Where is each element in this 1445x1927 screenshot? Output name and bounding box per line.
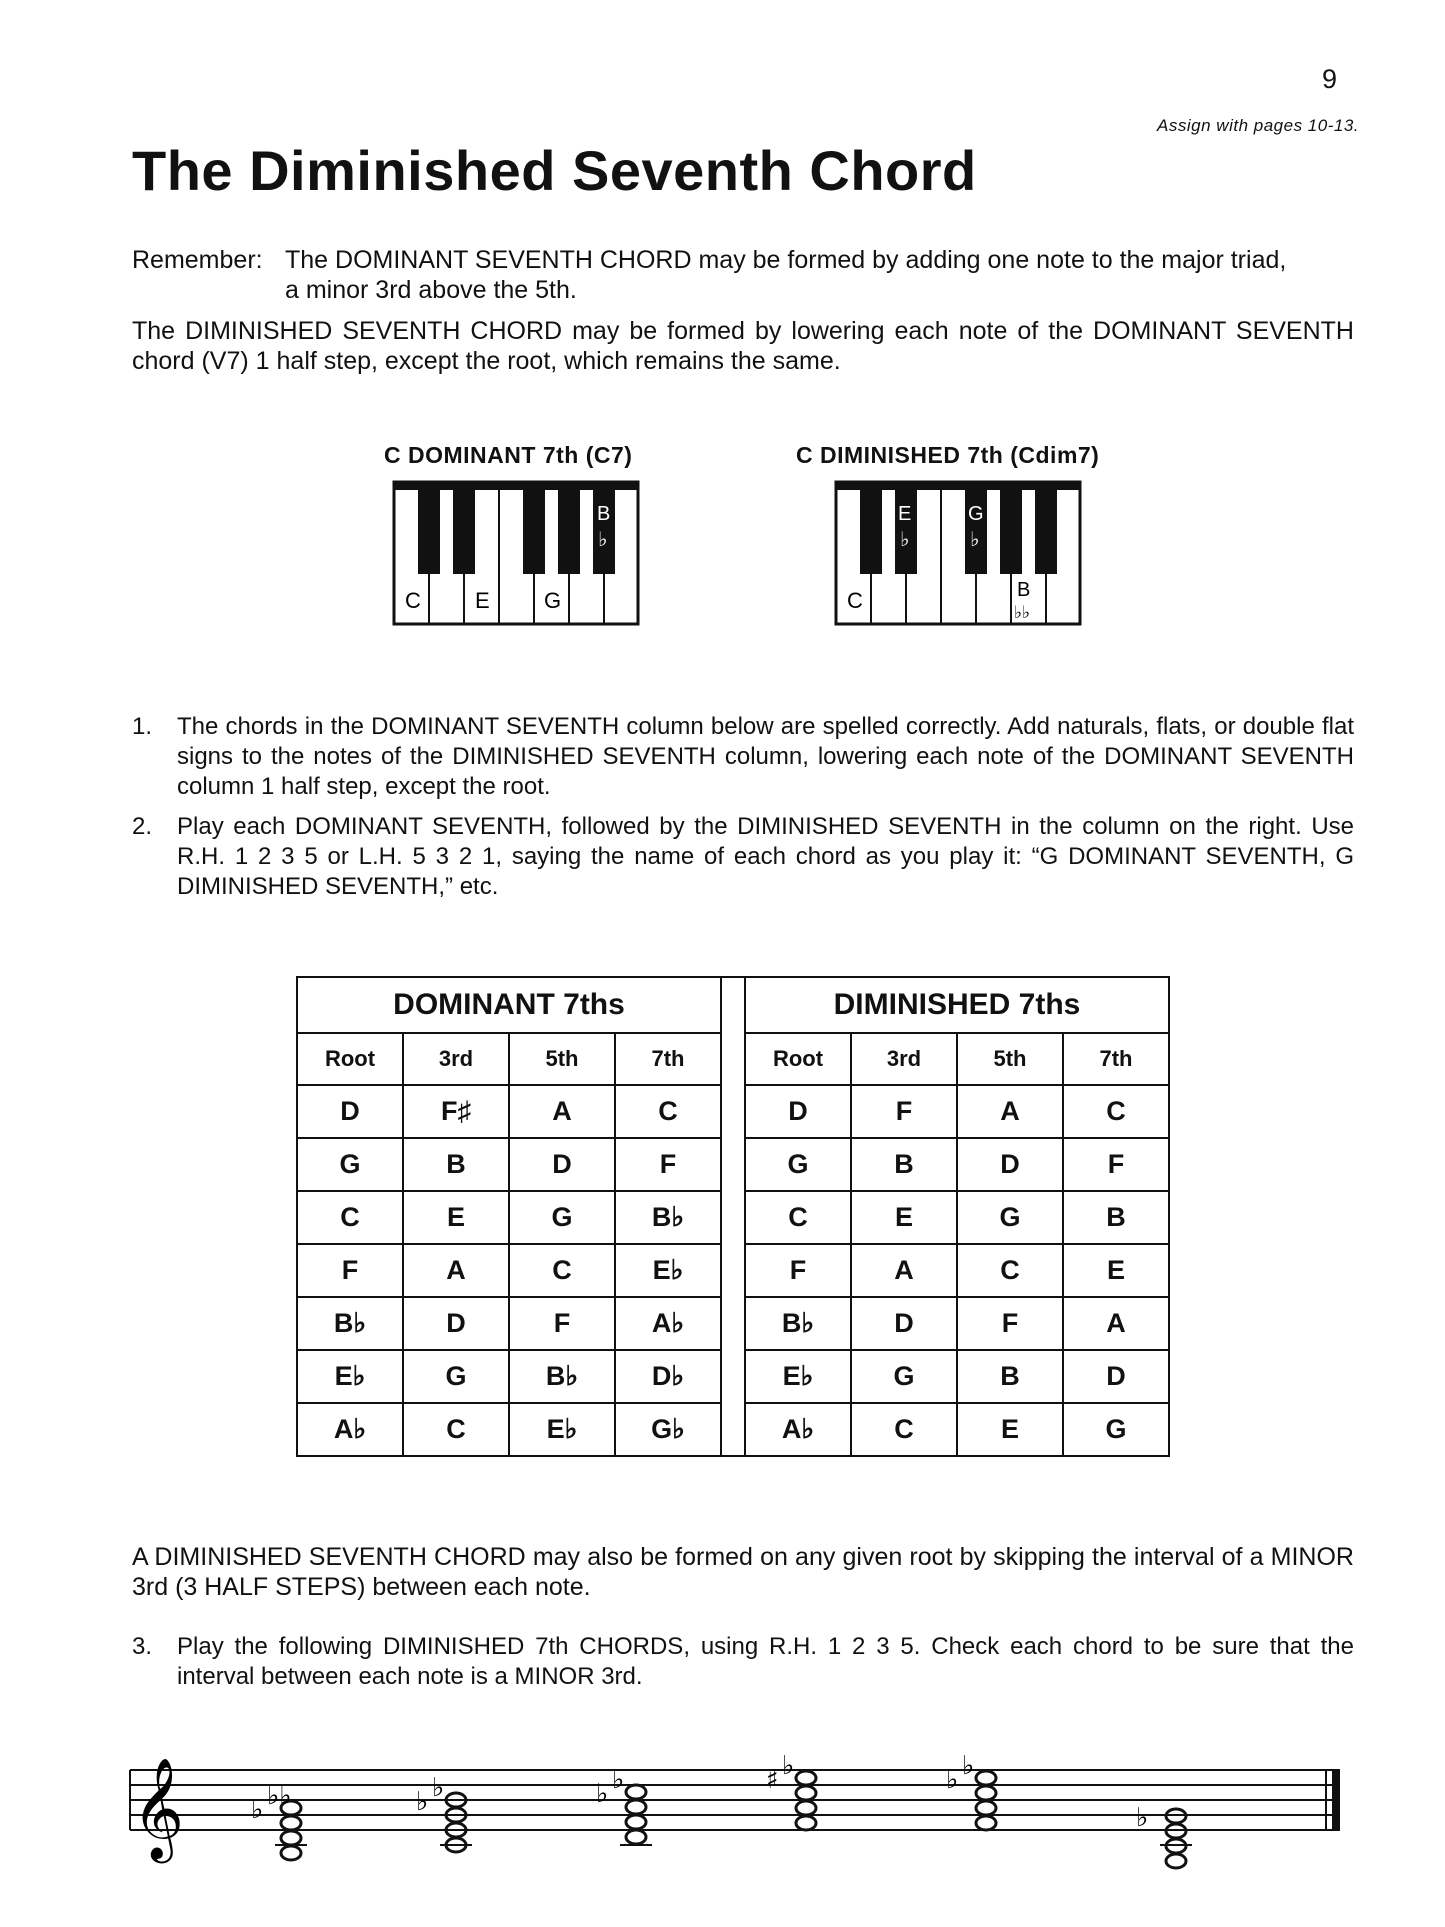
key-label-g-flat-accidental: ♭ bbox=[970, 527, 980, 551]
chord-stack bbox=[1136, 1803, 1192, 1868]
diminished-root: F bbox=[745, 1244, 851, 1297]
whole-note bbox=[796, 1801, 816, 1815]
page-number: 9 bbox=[1322, 64, 1338, 94]
key-label-c: C bbox=[405, 588, 421, 613]
key-label-b-double-flat-accidental: ♭♭ bbox=[1014, 603, 1031, 623]
dominant-3rd: C bbox=[403, 1403, 509, 1456]
whole-note bbox=[626, 1800, 646, 1814]
diminished-root: B♭ bbox=[745, 1297, 851, 1350]
instruction-number: 2. bbox=[132, 813, 153, 840]
dominant-root: D bbox=[297, 1085, 403, 1138]
column-divider bbox=[721, 977, 745, 1456]
accidental-sign: ♭ bbox=[416, 1787, 429, 1817]
key-label-e-flat-accidental: ♭ bbox=[900, 527, 910, 551]
diminished-7th: B bbox=[1063, 1191, 1169, 1244]
assign-note: Assign with pages 10-13. bbox=[1157, 116, 1359, 135]
diminished-3rd: B bbox=[851, 1138, 957, 1191]
dominant-header: DOMINANT 7ths bbox=[297, 977, 721, 1033]
accidental-sign: ♭ bbox=[432, 1773, 445, 1803]
treble-clef-icon: 𝄞 bbox=[132, 1756, 185, 1859]
dominant-root: A♭ bbox=[297, 1403, 403, 1456]
dominant-5th: D bbox=[509, 1138, 615, 1191]
chord-stack bbox=[766, 1751, 816, 1830]
diminished-3rd: A bbox=[851, 1244, 957, 1297]
diminished-5th: A bbox=[957, 1085, 1063, 1138]
dominant-7th: A♭ bbox=[615, 1297, 721, 1350]
whole-note bbox=[976, 1786, 996, 1800]
c-diminished-keyboard-diagram bbox=[832, 478, 1092, 633]
dominant-root: B♭ bbox=[297, 1297, 403, 1350]
whole-note bbox=[976, 1816, 996, 1830]
c-dominant-keyboard-title: C DOMINANT 7th (C7) bbox=[384, 442, 633, 468]
whole-note bbox=[281, 1846, 301, 1860]
accidental-sign: ♭ bbox=[782, 1751, 795, 1781]
key-label-c: C bbox=[847, 588, 863, 613]
dominant-3rd: E bbox=[403, 1191, 509, 1244]
dominant-7th: D♭ bbox=[615, 1350, 721, 1403]
accidental-sign: ♭ bbox=[612, 1765, 625, 1795]
instruction-text: Play the following DIMINISHED 7th CHORDS, using R.H. 1 2 3 5. Check each chord to be sure that the interval between each note is a MINOR 3rd. bbox=[177, 1633, 1354, 1690]
diminished-3rd: C bbox=[851, 1403, 957, 1456]
diminished-root: D bbox=[745, 1085, 851, 1138]
accidental-sign: ♭ bbox=[596, 1779, 609, 1809]
dominant-5th: C bbox=[509, 1244, 615, 1297]
whole-note bbox=[1166, 1854, 1186, 1868]
dominant-3rd: F♯ bbox=[403, 1085, 509, 1138]
diminished-7th: C bbox=[1063, 1085, 1169, 1138]
subheader-3rd: 3rd bbox=[851, 1033, 957, 1085]
dominant-7th: G♭ bbox=[615, 1403, 721, 1456]
subheader-5th: 5th bbox=[509, 1033, 615, 1085]
diminished-root: E♭ bbox=[745, 1350, 851, 1403]
remember-line-2: a minor 3rd above the 5th. bbox=[285, 276, 577, 304]
instruction-text: The chords in the DOMINANT SEVENTH column below are spelled correctly. Add naturals, flats, or double flat signs to the notes of the DIMINISHED SEVENTH column, lowering each note of the DOMINANT SEVENTH column 1 half step, except the root. bbox=[177, 713, 1354, 800]
dominant-3rd: D bbox=[403, 1297, 509, 1350]
chord-stack bbox=[596, 1765, 652, 1845]
dominant-7th: E♭ bbox=[615, 1244, 721, 1297]
dominant-5th: G bbox=[509, 1191, 615, 1244]
diminished-5th: C bbox=[957, 1244, 1063, 1297]
whole-note bbox=[976, 1801, 996, 1815]
accidental-sign: ♭ bbox=[946, 1765, 959, 1795]
subheader-7th: 7th bbox=[615, 1033, 721, 1085]
diminished-root: A♭ bbox=[745, 1403, 851, 1456]
dominant-5th: F bbox=[509, 1297, 615, 1350]
dominant-3rd: A bbox=[403, 1244, 509, 1297]
diminished-5th: D bbox=[957, 1138, 1063, 1191]
diminished-5th: G bbox=[957, 1191, 1063, 1244]
dominant-7th: F bbox=[615, 1138, 721, 1191]
c-diminished-keyboard-title: C DIMINISHED 7th (Cdim7) bbox=[796, 442, 1100, 468]
dominant-7th: C bbox=[615, 1085, 721, 1138]
subheader-7th: 7th bbox=[1063, 1033, 1169, 1085]
remember-line-1: The DOMINANT SEVENTH CHORD may be formed by adding one note to the major triad, bbox=[285, 246, 1287, 274]
seventh-chords-table bbox=[296, 976, 1170, 1457]
diminished-chords-staff bbox=[126, 1730, 1356, 1880]
dominant-3rd: B bbox=[403, 1138, 509, 1191]
remember-label: Remember: bbox=[132, 246, 263, 274]
intro-paragraph: The DIMINISHED SEVENTH CHORD may be formed by lowering each note of the DOMINANT SEVENTH chord (V7) 1 half step, except the root, which remains the same. bbox=[132, 317, 1354, 375]
whole-note bbox=[626, 1815, 646, 1829]
diminished-root: C bbox=[745, 1191, 851, 1244]
chord-stack bbox=[946, 1751, 996, 1830]
key-label-e-flat: E bbox=[898, 503, 912, 525]
diminished-root: G bbox=[745, 1138, 851, 1191]
whole-note bbox=[626, 1830, 646, 1844]
whole-note bbox=[796, 1771, 816, 1785]
key-label-g-flat: G bbox=[968, 503, 984, 525]
instruction-number: 1. bbox=[132, 713, 153, 740]
accidental-sign: ♭ bbox=[1136, 1803, 1149, 1833]
dominant-7th: B♭ bbox=[615, 1191, 721, 1244]
key-label-b-flat: B bbox=[597, 503, 611, 525]
whole-note bbox=[626, 1785, 646, 1799]
dominant-5th: B♭ bbox=[509, 1350, 615, 1403]
key-label-b-double-flat: B bbox=[1017, 579, 1031, 601]
dominant-root: F bbox=[297, 1244, 403, 1297]
chord-stack bbox=[251, 1781, 307, 1860]
dominant-root: G bbox=[297, 1138, 403, 1191]
whole-note bbox=[281, 1816, 301, 1830]
diminished-7th: F bbox=[1063, 1138, 1169, 1191]
diminished-3rd: F bbox=[851, 1085, 957, 1138]
diminished-5th: B bbox=[957, 1350, 1063, 1403]
instruction-number: 3. bbox=[132, 1633, 153, 1660]
c-dominant-keyboard-diagram bbox=[390, 478, 650, 633]
dominant-5th: E♭ bbox=[509, 1403, 615, 1456]
accidental-sign: ♯ bbox=[766, 1765, 779, 1795]
subheader-3rd: 3rd bbox=[403, 1033, 509, 1085]
diminished-7th: G bbox=[1063, 1403, 1169, 1456]
subheader-root: Root bbox=[297, 1033, 403, 1085]
diminished-header: DIMINISHED 7ths bbox=[745, 977, 1169, 1033]
key-label-b-flat-accidental: ♭ bbox=[598, 527, 608, 551]
subheader-root: Root bbox=[745, 1033, 851, 1085]
diminished-7th: A bbox=[1063, 1297, 1169, 1350]
diminished-5th: F bbox=[957, 1297, 1063, 1350]
diminished-5th: E bbox=[957, 1403, 1063, 1456]
dominant-5th: A bbox=[509, 1085, 615, 1138]
key-label-e: E bbox=[475, 588, 490, 613]
diminished-3rd: G bbox=[851, 1350, 957, 1403]
diminished-7th: E bbox=[1063, 1244, 1169, 1297]
whole-note bbox=[796, 1816, 816, 1830]
whole-note bbox=[796, 1786, 816, 1800]
diminished-7th: D bbox=[1063, 1350, 1169, 1403]
diminished-3rd: E bbox=[851, 1191, 957, 1244]
whole-note bbox=[281, 1831, 301, 1845]
dominant-3rd: G bbox=[403, 1350, 509, 1403]
key-label-g: G bbox=[544, 588, 562, 613]
subheader-5th: 5th bbox=[957, 1033, 1063, 1085]
diminished-3rd: D bbox=[851, 1297, 957, 1350]
dominant-root: E♭ bbox=[297, 1350, 403, 1403]
dominant-root: C bbox=[297, 1191, 403, 1244]
chord-layer bbox=[251, 1751, 1192, 1868]
whole-note bbox=[976, 1771, 996, 1785]
accidental-sign: ♭ bbox=[251, 1795, 264, 1825]
instruction-text: Play each DOMINANT SEVENTH, followed by the DIMINISHED SEVENTH in the column on the right. Use R.H. 1 2 3 5 or L.H. 5 3 2 1, saying the name of each chord as you play it: “G DOMINANT SEVENTH, G DIMINISHED SEVENTH,” etc. bbox=[177, 813, 1354, 900]
page-title: The Diminished Seventh Chord bbox=[132, 139, 977, 202]
accidental-sign: ♭♭ bbox=[267, 1781, 292, 1811]
minor-third-paragraph: A DIMINISHED SEVENTH CHORD may also be formed on any given root by skipping the interval of a MINOR 3rd (3 HALF STEPS) between each note. bbox=[132, 1543, 1354, 1601]
accidental-sign: ♭ bbox=[962, 1751, 975, 1781]
